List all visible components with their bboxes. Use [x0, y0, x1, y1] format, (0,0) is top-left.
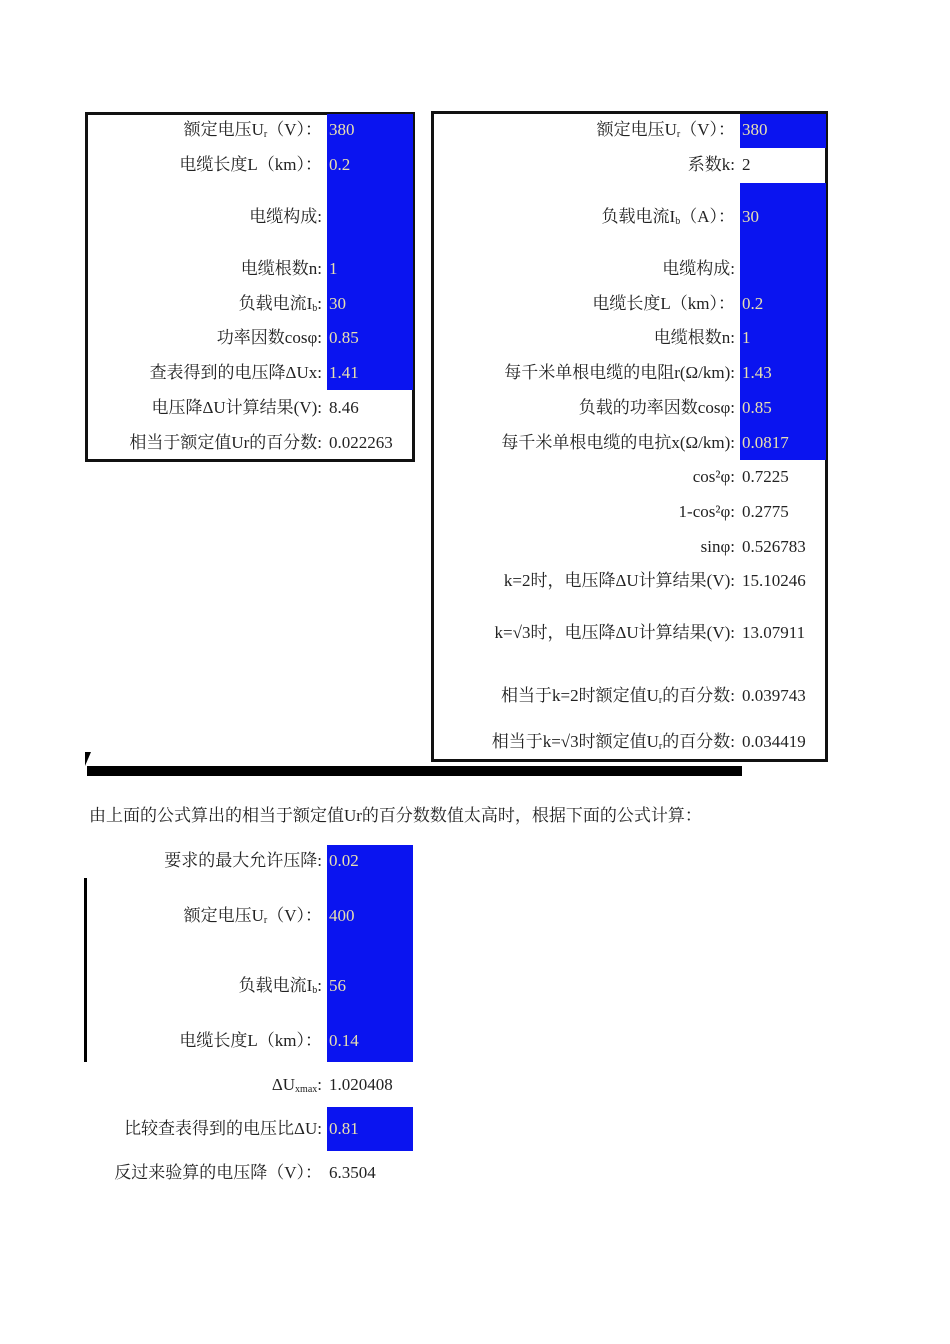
- field-label: [679, 497, 735, 527]
- input-cell-value[interactable]: 400: [329, 906, 355, 925]
- computed-value: 0.022263: [329, 433, 393, 452]
- computed-value: 0.7225: [742, 467, 789, 486]
- label-text: 相当于k=2时额定值U: [501, 686, 659, 705]
- bottom-table-row: [0, 901, 950, 931]
- input-cell-value[interactable]: 380: [742, 120, 768, 139]
- label-text: 负载电流I: [238, 976, 313, 995]
- label-text: cos²φ:: [692, 467, 735, 486]
- label-text: 额定电压U: [183, 120, 264, 139]
- label-suffix: 的百分数:: [662, 732, 735, 751]
- label-text: 查表得到的电压降ΔUx:: [149, 363, 322, 382]
- right-table-row: [0, 115, 950, 145]
- label-suffix: :: [317, 1075, 322, 1094]
- label-subscript: r: [658, 695, 663, 706]
- label-text: 功率因数cosφ:: [216, 328, 322, 347]
- label-text: 反过来验算的电压降（V）：: [114, 1163, 322, 1182]
- bottom-table-row: [0, 1070, 950, 1100]
- field-label: [501, 681, 735, 716]
- label-text: k=2时，电压降ΔU计算结果(V):: [503, 571, 735, 590]
- computed-value: 8.46: [329, 398, 359, 417]
- label-text: 额定电压U: [596, 120, 677, 139]
- field-label: [124, 1114, 322, 1144]
- input-cell-value[interactable]: 30: [329, 294, 346, 313]
- computed-value: 15.10246: [742, 571, 806, 590]
- label-subscript: r: [658, 741, 663, 752]
- label-suffix: （V）：: [267, 906, 322, 925]
- right-table-row: [0, 618, 950, 648]
- label-text: k=√3时，电压降ΔU计算结果(V):: [494, 623, 735, 642]
- right-table-row: [0, 289, 950, 319]
- label-suffix: （V）：: [680, 120, 735, 139]
- field-label: [492, 727, 735, 762]
- label-subscript: r: [676, 129, 681, 140]
- right-table-row: [0, 323, 950, 353]
- label-suffix: （A）：: [680, 207, 735, 226]
- field-label: [184, 901, 322, 936]
- right-table-row: [0, 497, 950, 527]
- bottom-table-row: [0, 971, 950, 1001]
- bottom-table-row: [0, 1114, 950, 1144]
- right-table-row: [0, 462, 950, 492]
- label-text: 额定电压U: [183, 906, 264, 925]
- label-text: 负载的功率因数cosφ:: [578, 398, 735, 417]
- label-text: 电缆长度L（km）：: [179, 1031, 322, 1050]
- input-cell-value[interactable]: 0.02: [329, 851, 359, 870]
- label-subscript: r: [263, 129, 268, 140]
- bottom-table-row: [0, 1026, 950, 1056]
- label-text: ΔU: [271, 1075, 296, 1094]
- right-table-row: [0, 254, 950, 284]
- field-label: [504, 358, 735, 388]
- label-suffix: 的百分数:: [662, 686, 735, 705]
- bottom-table-row: [0, 846, 950, 876]
- right-table-row: [0, 727, 950, 757]
- input-cell-value[interactable]: 0.0817: [742, 433, 789, 452]
- label-text: 系数k:: [687, 155, 735, 174]
- computed-value: 6.3504: [329, 1163, 376, 1182]
- input-cell-value[interactable]: 380: [329, 120, 355, 139]
- label-subscript: b: [312, 985, 318, 996]
- label-text: 相当于k=√3时额定值U: [491, 732, 659, 751]
- label-subscript: b: [675, 216, 681, 227]
- label-text: 电缆根数n:: [653, 328, 735, 347]
- bottom-table-row: [0, 1158, 950, 1188]
- field-label: [495, 618, 735, 648]
- label-text: 每千米单根电缆的电抗x(Ω/km):: [501, 433, 735, 452]
- input-cell-value[interactable]: 0.85: [742, 398, 772, 417]
- label-subscript: xmax: [295, 1084, 318, 1095]
- label-text: 每千米单根电缆的电阻r(Ω/km):: [504, 363, 735, 382]
- right-table-row: [0, 681, 950, 711]
- label-suffix: :: [317, 294, 322, 313]
- label-text: 电缆构成:: [249, 207, 322, 226]
- input-cell-value[interactable]: 0.81: [329, 1119, 359, 1138]
- input-cell-value[interactable]: 0.2: [742, 294, 764, 313]
- input-cell-value[interactable]: 1: [742, 328, 751, 347]
- right-table-row: [0, 202, 950, 232]
- computed-value: 1.020408: [329, 1075, 393, 1094]
- label-text: 电缆根数n:: [240, 259, 322, 278]
- label-subscript: r: [263, 915, 268, 926]
- label-text: 负载电流I: [601, 207, 676, 226]
- input-cell-value[interactable]: 1.43: [742, 363, 772, 382]
- computed-value: 0.039743: [742, 686, 806, 705]
- computed-value: 13.07911: [742, 623, 806, 642]
- input-cell-value[interactable]: 56: [329, 976, 346, 995]
- input-cell-value[interactable]: 1: [329, 259, 338, 278]
- label-text: 要求的最大允许压降:: [164, 851, 322, 870]
- field-label: [272, 1070, 322, 1105]
- field-label: [504, 566, 735, 596]
- label-text: 负载电流I: [238, 294, 313, 313]
- input-cell-value[interactable]: 30: [742, 207, 759, 226]
- right-table-row: [0, 358, 950, 388]
- instruction-note: 由上面的公式算出的相当于额定值Ur的百分数数值太高时，根据下面的公式计算：: [89, 806, 702, 825]
- computed-value: 0.2775: [742, 502, 789, 521]
- field-label: [114, 1158, 322, 1188]
- label-text: 比较查表得到的电压比ΔU:: [124, 1119, 322, 1138]
- input-cell-value[interactable]: 1.41: [329, 363, 359, 382]
- field-label: [688, 150, 735, 180]
- right-table-row: [0, 566, 950, 596]
- label-text: 电缆长度L（km）：: [179, 155, 322, 174]
- right-table-row: [0, 428, 950, 458]
- label-subscript: b: [312, 303, 318, 314]
- computed-value: 2: [742, 155, 751, 174]
- field-label: [701, 532, 735, 562]
- computed-value: 0.526783: [742, 537, 806, 556]
- label-text: 电缆构成:: [662, 259, 735, 278]
- field-label: [164, 846, 322, 876]
- input-cell-value[interactable]: 0.2: [329, 155, 351, 174]
- field-label: [662, 254, 735, 284]
- right-table-row: [0, 393, 950, 423]
- field-label: [693, 462, 735, 492]
- label-text: 1-cos²φ:: [678, 502, 735, 521]
- field-label: [592, 289, 735, 319]
- computed-value: 0.034419: [742, 732, 806, 751]
- right-table-row: [0, 150, 950, 180]
- label-text: 相当于额定值Ur的百分数:: [129, 433, 322, 452]
- label-text: 电缆长度L（km）：: [592, 294, 735, 313]
- field-label: [579, 393, 735, 423]
- thick-divider: [87, 766, 742, 776]
- field-label: [501, 428, 735, 458]
- input-cell-value[interactable]: 0.85: [329, 328, 359, 347]
- field-label: [654, 323, 735, 353]
- field-label: [602, 202, 735, 237]
- label-text: 电压降ΔU计算结果(V):: [151, 398, 322, 417]
- field-label: [597, 115, 735, 150]
- input-cell-value[interactable]: 0.14: [329, 1031, 359, 1050]
- right-table-row: [0, 532, 950, 562]
- label-suffix: （V）：: [267, 120, 322, 139]
- field-label: [239, 971, 322, 1006]
- field-label: [179, 1026, 322, 1056]
- label-suffix: :: [317, 976, 322, 995]
- label-text: sinφ:: [700, 537, 735, 556]
